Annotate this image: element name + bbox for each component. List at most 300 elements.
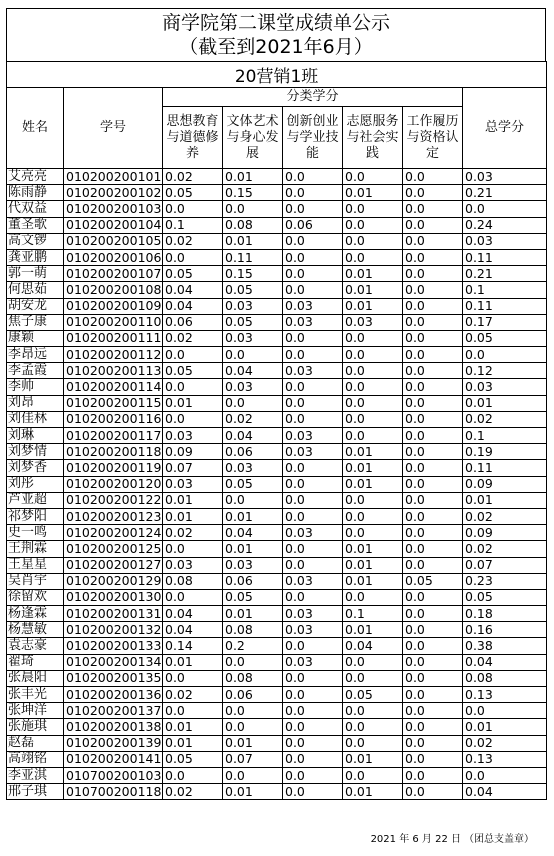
cell-cat-3: 0.0 [283,249,343,265]
cell-cat-5: 0.0 [403,249,463,265]
cell-cat-4: 0.0 [343,363,403,379]
cell-cat-5: 0.0 [403,428,463,444]
cell-name: 刘昂 [7,395,64,411]
cell-cat-4: 0.0 [343,492,403,508]
cell-name: 高翊铭 [7,751,64,767]
cell-name: 刘琳 [7,428,64,444]
cell-cat-2: 0.0 [223,347,283,363]
cell-total: 0.05 [463,330,547,346]
cell-cat-4: 0.01 [343,476,403,492]
cell-cat-4: 0.1 [343,606,403,622]
cell-cat-2: 0.03 [223,330,283,346]
cell-total: 0.0 [463,347,547,363]
cell-cat-1: 0.01 [163,735,223,751]
cell-cat-4: 0.01 [343,185,403,201]
table-row [7,266,547,282]
cell-cat-1: 0.06 [163,314,223,330]
cell-student-id: 010200200113 [64,363,163,379]
cell-cat-3: 0.03 [283,573,343,589]
cell-student-id: 010200200129 [64,573,163,589]
table-row [7,557,547,573]
cell-student-id: 010700200118 [64,784,163,800]
page-subtitle: （截至到2021年6月） [179,36,373,58]
cell-cat-1: 0.01 [163,654,223,670]
cell-cat-4: 0.0 [343,525,403,541]
table-row [7,233,547,249]
cell-cat-4: 0.0 [343,217,403,233]
cell-cat-3: 0.0 [283,541,343,557]
table-row [7,670,547,686]
cell-total: 0.03 [463,233,547,249]
cell-cat-3: 0.0 [283,638,343,654]
cell-cat-5: 0.0 [403,411,463,427]
cell-cat-4: 0.01 [343,444,403,460]
table-row [7,330,547,346]
cell-cat-1: 0.02 [163,784,223,800]
cell-cat-5: 0.0 [403,735,463,751]
cell-total: 0.12 [463,363,547,379]
cell-student-id: 010200200102 [64,185,163,201]
cell-cat-1: 0.0 [163,767,223,783]
cell-total: 0.13 [463,687,547,703]
cell-cat-3: 0.0 [283,735,343,751]
cell-cat-5: 0.0 [403,622,463,638]
cell-name: 李亚淇 [7,767,64,783]
cell-cat-1: 0.09 [163,444,223,460]
cell-total: 0.11 [463,249,547,265]
cell-cat-4: 0.0 [343,508,403,524]
cell-cat-2: 0.0 [223,492,283,508]
cell-student-id: 010200200131 [64,606,163,622]
cell-name: 袁志豪 [7,638,64,654]
cell-cat-5: 0.0 [403,751,463,767]
cell-name: 赵磊 [7,735,64,751]
cell-name: 何思茹 [7,282,64,298]
cell-student-id: 010200200105 [64,233,163,249]
cell-student-id: 010200200135 [64,670,163,686]
cell-student-id: 010200200119 [64,460,163,476]
table-row [7,751,547,767]
cell-cat-5: 0.0 [403,330,463,346]
cell-cat-5: 0.0 [403,379,463,395]
cell-student-id: 010200200130 [64,589,163,605]
cell-name: 王星星 [7,557,64,573]
cell-cat-1: 0.0 [163,670,223,686]
cell-cat-4: 0.01 [343,282,403,298]
cell-total: 0.13 [463,751,547,767]
cell-student-id: 010200200127 [64,557,163,573]
cell-cat-1: 0.04 [163,282,223,298]
cell-student-id: 010200200109 [64,298,163,314]
class-row [7,62,547,88]
cell-cat-4: 0.0 [343,703,403,719]
cell-student-id: 010200200124 [64,525,163,541]
cell-cat-3: 0.03 [283,428,343,444]
cell-cat-4: 0.03 [343,314,403,330]
cell-name: 张丰光 [7,687,64,703]
cell-cat-2: 0.0 [223,654,283,670]
cell-cat-2: 0.08 [223,622,283,638]
cell-cat-2: 0.03 [223,460,283,476]
cell-cat-2: 0.01 [223,735,283,751]
cell-cat-3: 0.0 [283,201,343,217]
cell-cat-1: 0.01 [163,395,223,411]
table-row [7,622,547,638]
cell-cat-3: 0.0 [283,347,343,363]
table-row [7,525,547,541]
cell-name: 李帅 [7,379,64,395]
cell-cat-1: 0.0 [163,589,223,605]
cell-cat-4: 0.01 [343,622,403,638]
cell-student-id: 010200200103 [64,201,163,217]
cell-cat-3: 0.06 [283,217,343,233]
table-row [7,379,547,395]
cell-total: 0.18 [463,606,547,622]
cell-cat-5: 0.0 [403,201,463,217]
cell-cat-3: 0.03 [283,298,343,314]
cell-student-id: 010200200108 [64,282,163,298]
cell-student-id: 010200200132 [64,622,163,638]
footer [0,830,540,845]
cell-cat-5: 0.0 [403,282,463,298]
cell-cat-3: 0.03 [283,363,343,379]
cell-name: 芦亚超 [7,492,64,508]
cell-cat-2: 0.15 [223,185,283,201]
cell-cat-2: 0.06 [223,573,283,589]
cell-student-id: 010200200116 [64,411,163,427]
cell-cat-2: 0.01 [223,233,283,249]
cell-name: 陈雨静 [7,185,64,201]
cell-cat-4: 0.0 [343,347,403,363]
cell-cat-2: 0.05 [223,314,283,330]
cell-cat-4: 0.0 [343,330,403,346]
cell-cat-5: 0.0 [403,703,463,719]
cell-cat-4: 0.0 [343,654,403,670]
cell-cat-2: 0.05 [223,476,283,492]
cell-cat-2: 0.03 [223,298,283,314]
cell-cat-1: 0.03 [163,428,223,444]
cell-cat-4: 0.0 [343,169,403,185]
cell-name: 代双益 [7,201,64,217]
cell-total: 0.01 [463,395,547,411]
cell-cat-2: 0.04 [223,525,283,541]
cell-student-id: 010200200110 [64,314,163,330]
cell-cat-1: 0.02 [163,169,223,185]
cell-name: 张施琪 [7,719,64,735]
cell-student-id: 010200200122 [64,492,163,508]
cell-cat-5: 0.0 [403,347,463,363]
cell-cat-2: 0.03 [223,557,283,573]
cell-cat-2: 0.0 [223,201,283,217]
table-row [7,767,547,783]
cell-cat-3: 0.0 [283,589,343,605]
cell-cat-1: 0.04 [163,606,223,622]
cell-total: 0.03 [463,379,547,395]
cell-cat-4: 0.01 [343,784,403,800]
cell-cat-4: 0.0 [343,395,403,411]
cell-student-id: 010200200118 [64,444,163,460]
cell-total: 0.0 [463,767,547,783]
cell-total: 0.38 [463,638,547,654]
cell-cat-4: 0.0 [343,735,403,751]
cell-student-id: 010200200107 [64,266,163,282]
cell-cat-1: 0.0 [163,541,223,557]
cell-name: 史一鸣 [7,525,64,541]
cell-cat-1: 0.03 [163,557,223,573]
transcript-document [6,8,546,800]
cell-student-id: 010200200136 [64,687,163,703]
page-title: 商学院第二课堂成绩单公示 [161,12,390,34]
cell-student-id: 010200200106 [64,249,163,265]
cell-cat-4: 0.0 [343,233,403,249]
cell-cat-2: 0.06 [223,444,283,460]
cell-cat-4: 0.04 [343,638,403,654]
table-row [7,444,547,460]
cell-cat-2: 0.05 [223,589,283,605]
cell-cat-3: 0.0 [283,767,343,783]
cell-cat-2: 0.04 [223,363,283,379]
cell-cat-5: 0.0 [403,492,463,508]
cell-name: 康颖 [7,330,64,346]
cell-cat-1: 0.0 [163,379,223,395]
table-row [7,703,547,719]
cell-student-id: 010200200139 [64,735,163,751]
cell-cat-3: 0.0 [283,703,343,719]
cell-cat-5: 0.0 [403,395,463,411]
cell-total: 0.07 [463,557,547,573]
cell-cat-1: 0.05 [163,363,223,379]
cell-cat-2: 0.06 [223,687,283,703]
cell-total: 0.09 [463,476,547,492]
cell-total: 0.02 [463,735,547,751]
cell-cat-5: 0.0 [403,638,463,654]
cell-cat-1: 0.0 [163,411,223,427]
cell-name: 邢子琪 [7,784,64,800]
table-row [7,492,547,508]
cell-total: 0.11 [463,460,547,476]
cell-cat-4: 0.01 [343,266,403,282]
cell-cat-2: 0.08 [223,670,283,686]
cell-cat-3: 0.0 [283,282,343,298]
cell-cat-4: 0.01 [343,751,403,767]
cell-cat-3: 0.0 [283,784,343,800]
cell-student-id: 010700200103 [64,767,163,783]
cell-cat-2: 0.15 [223,266,283,282]
cell-cat-3: 0.03 [283,622,343,638]
cell-total: 0.0 [463,201,547,217]
cell-cat-4: 0.0 [343,428,403,444]
cell-cat-2: 0.0 [223,719,283,735]
cell-name: 刘梦情 [7,444,64,460]
class-name: 20营销1班 [7,62,547,88]
cell-cat-5: 0.0 [403,298,463,314]
cell-cat-3: 0.0 [283,169,343,185]
cell-cat-1: 0.02 [163,687,223,703]
cell-cat-5: 0.0 [403,169,463,185]
cell-name: 李孟霞 [7,363,64,379]
cell-cat-2: 0.01 [223,784,283,800]
cell-total: 0.01 [463,719,547,735]
cell-cat-4: 0.0 [343,719,403,735]
table-row [7,298,547,314]
cell-cat-1: 0.0 [163,703,223,719]
grades-table [6,61,547,800]
cell-cat-2: 0.0 [223,767,283,783]
cell-student-id: 010200200112 [64,347,163,363]
cell-total: 0.09 [463,525,547,541]
table-row [7,687,547,703]
table-row [7,784,547,800]
cell-student-id: 010200200141 [64,751,163,767]
table-row [7,201,547,217]
cell-cat-4: 0.01 [343,298,403,314]
cell-name: 龚亚鹏 [7,249,64,265]
cell-total: 0.04 [463,654,547,670]
table-row [7,606,547,622]
cell-total: 0.11 [463,298,547,314]
cell-cat-3: 0.0 [283,266,343,282]
cell-cat-2: 0.04 [223,428,283,444]
cell-cat-3: 0.0 [283,411,343,427]
table-row [7,508,547,524]
cell-cat-4: 0.0 [343,249,403,265]
cell-cat-1: 0.01 [163,492,223,508]
cell-cat-2: 0.0 [223,395,283,411]
cell-total: 0.02 [463,541,547,557]
table-row [7,185,547,201]
cell-cat-1: 0.03 [163,476,223,492]
header-category-2: 文体艺术与身心发展 [223,107,283,169]
cell-total: 0.01 [463,492,547,508]
cell-total: 0.21 [463,266,547,282]
table-row [7,282,547,298]
cell-cat-1: 0.0 [163,249,223,265]
cell-total: 0.23 [463,573,547,589]
footer-stamp: （团总支盖章） [464,834,534,845]
cell-cat-3: 0.03 [283,444,343,460]
cell-cat-3: 0.03 [283,654,343,670]
cell-student-id: 010200200111 [64,330,163,346]
cell-cat-5: 0.0 [403,541,463,557]
cell-cat-3: 0.0 [283,492,343,508]
header-row-group [7,88,547,107]
title-block [6,8,546,61]
cell-cat-5: 0.0 [403,719,463,735]
cell-cat-2: 0.0 [223,703,283,719]
cell-student-id: 010200200104 [64,217,163,233]
cell-cat-3: 0.0 [283,233,343,249]
cell-cat-4: 0.05 [343,687,403,703]
cell-cat-5: 0.0 [403,606,463,622]
cell-cat-1: 0.0 [163,201,223,217]
cell-student-id: 010200200117 [64,428,163,444]
cell-cat-2: 0.01 [223,508,283,524]
cell-total: 0.16 [463,622,547,638]
cell-cat-1: 0.02 [163,330,223,346]
cell-cat-3: 0.0 [283,719,343,735]
cell-name: 吴肖宇 [7,573,64,589]
cell-cat-5: 0.0 [403,266,463,282]
cell-cat-4: 0.01 [343,541,403,557]
cell-cat-1: 0.02 [163,233,223,249]
cell-cat-2: 0.05 [223,282,283,298]
cell-total: 0.03 [463,169,547,185]
cell-name: 王荆霖 [7,541,64,557]
table-row [7,169,547,185]
cell-cat-1: 0.07 [163,460,223,476]
cell-cat-4: 0.0 [343,379,403,395]
cell-total: 0.19 [463,444,547,460]
cell-cat-5: 0.0 [403,687,463,703]
table-row [7,541,547,557]
cell-name: 翟琦 [7,654,64,670]
cell-cat-5: 0.05 [403,573,463,589]
cell-cat-5: 0.0 [403,508,463,524]
cell-cat-4: 0.0 [343,670,403,686]
cell-total: 0.17 [463,314,547,330]
cell-cat-5: 0.0 [403,525,463,541]
cell-cat-1: 0.05 [163,185,223,201]
cell-cat-3: 0.0 [283,460,343,476]
table-row [7,638,547,654]
cell-cat-3: 0.0 [283,330,343,346]
cell-cat-3: 0.0 [283,557,343,573]
cell-cat-5: 0.0 [403,784,463,800]
header-category-3: 创新创业与学业技能 [283,107,343,169]
cell-cat-5: 0.0 [403,314,463,330]
cell-cat-5: 0.0 [403,444,463,460]
cell-cat-3: 0.0 [283,508,343,524]
cell-cat-3: 0.0 [283,476,343,492]
cell-total: 0.04 [463,784,547,800]
header-category-group: 分类学分 [163,88,463,107]
cell-cat-5: 0.0 [403,557,463,573]
cell-student-id: 010200200133 [64,638,163,654]
cell-cat-3: 0.0 [283,687,343,703]
header-category-4: 志愿服务与社会实践 [343,107,403,169]
cell-name: 杨慧敏 [7,622,64,638]
table-row [7,573,547,589]
header-category-1: 思想教育与道德修养 [163,107,223,169]
cell-cat-1: 0.14 [163,638,223,654]
cell-cat-3: 0.03 [283,314,343,330]
cell-cat-2: 0.08 [223,217,283,233]
cell-total: 0.02 [463,411,547,427]
cell-cat-2: 0.01 [223,541,283,557]
cell-total: 0.21 [463,185,547,201]
cell-cat-1: 0.05 [163,266,223,282]
cell-student-id: 010200200134 [64,654,163,670]
table-row [7,735,547,751]
cell-name: 刘彤 [7,476,64,492]
table-row [7,217,547,233]
table-row [7,654,547,670]
cell-cat-3: 0.0 [283,185,343,201]
cell-cat-5: 0.0 [403,233,463,249]
cell-cat-1: 0.04 [163,298,223,314]
cell-cat-5: 0.0 [403,670,463,686]
cell-cat-4: 0.0 [343,767,403,783]
cell-total: 0.24 [463,217,547,233]
table-row [7,314,547,330]
cell-total: 0.0 [463,703,547,719]
cell-student-id: 010200200125 [64,541,163,557]
cell-name: 郭一萌 [7,266,64,282]
footer-date: 2021 年 6 月 22 日 [370,834,461,845]
cell-cat-2: 0.2 [223,638,283,654]
cell-total: 0.08 [463,670,547,686]
table-row [7,428,547,444]
